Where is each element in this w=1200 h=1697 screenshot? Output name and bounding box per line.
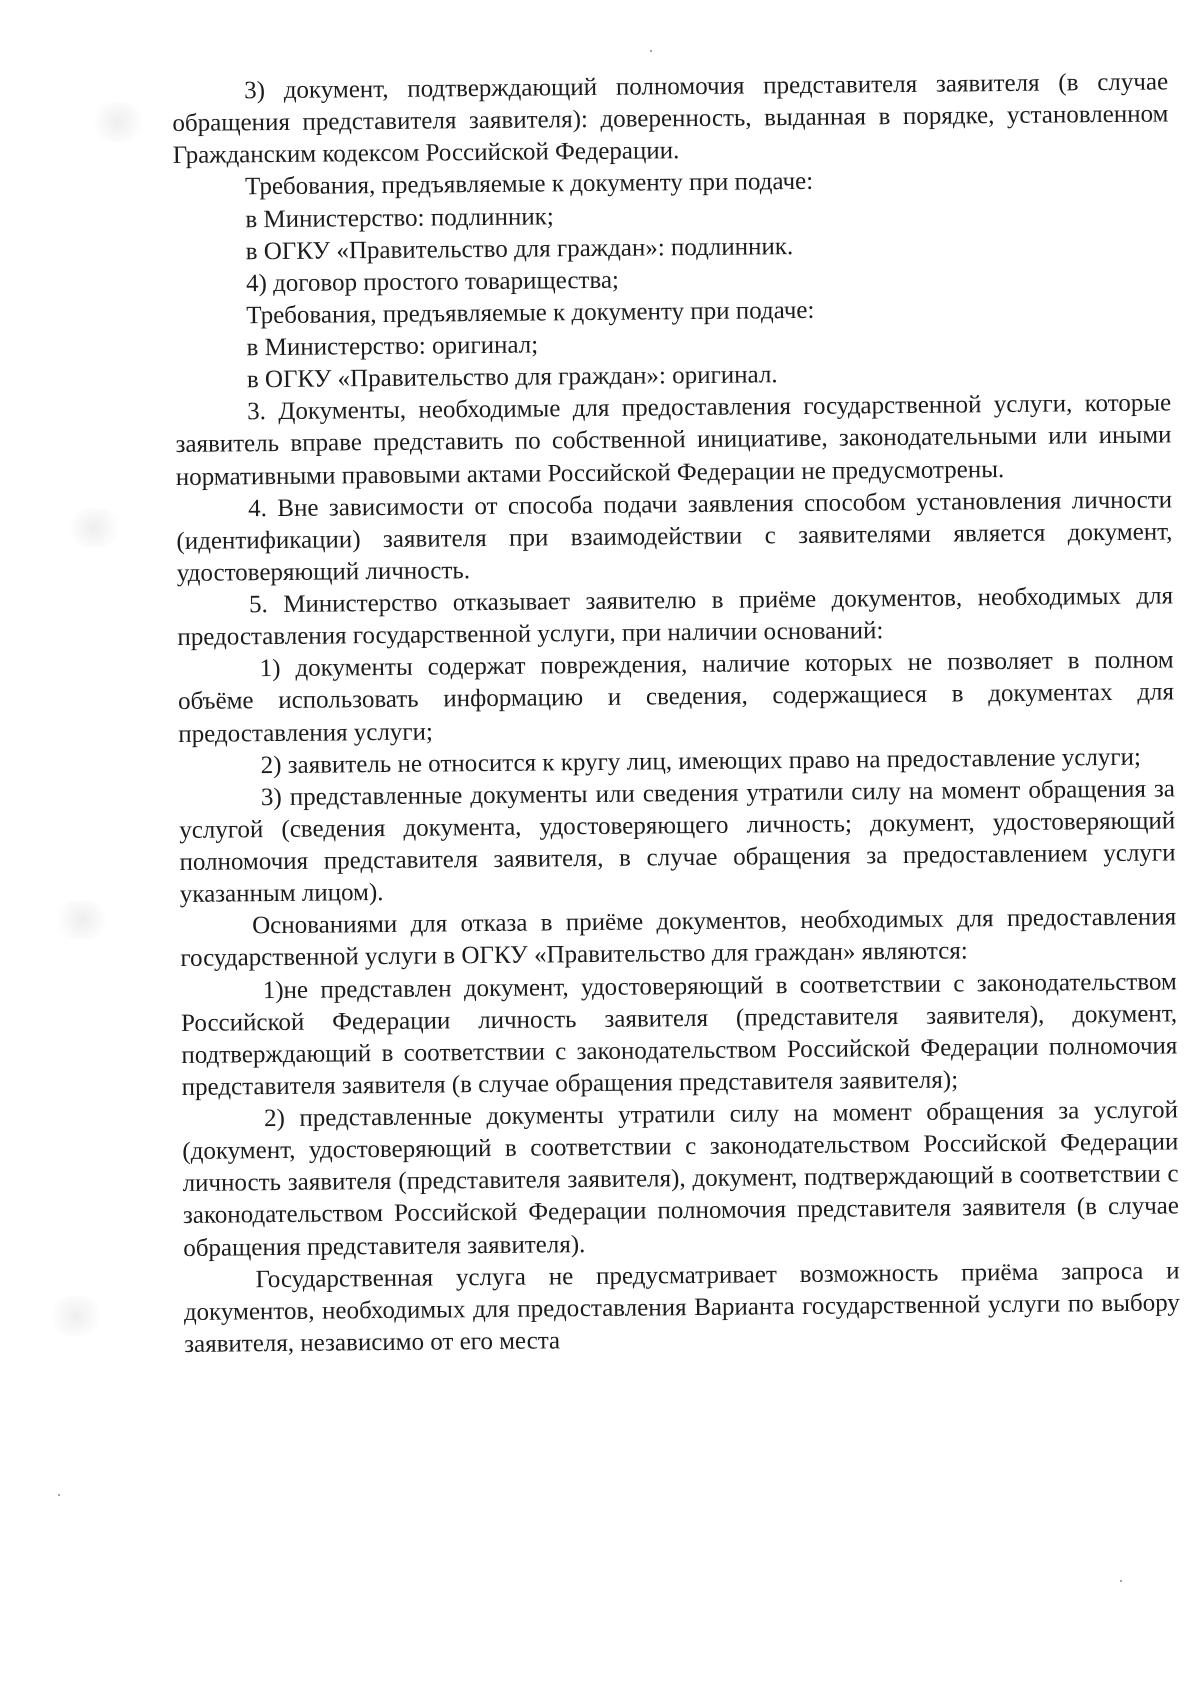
scan-artifact <box>46 1296 106 1336</box>
document-body <box>172 66 1180 1361</box>
scan-artifact <box>88 102 148 142</box>
paragraph-refusal-reason-2: 2) заявитель не относится к кругу лиц, имеющих право на предоставление услуги; <box>260 743 1142 779</box>
paragraph-section-3: 3. Документы, необходимые для предоставления государственной услуги, которые заявитель вправе представить по собственной инициативе, законодательными или иными нормативными правовыми актами Российской Федерации не предусмотрены. <box>175 389 1172 491</box>
scan-speck <box>650 50 652 52</box>
scan-speck <box>58 1494 60 1496</box>
paragraph-ministry-requirement: в Министерство: оригинал; <box>246 331 539 362</box>
paragraph-ogku-reason-1: 1)не представлен документ, удостоверяющий в соответствии с законодательством Российской Федерации личность заявителя (представителя заявителя), документ, подтверждающий в соответствии с законодательством Российской Федерации полномочия представителя заявителя (в случае обращения представителя заявителя); <box>180 967 1178 1101</box>
paragraph-requirements-heading: Требования, предъявляемые к документу при подаче: <box>246 296 815 330</box>
paragraph-ogku-requirement: в ОГКУ «Правительство для граждан»: оригинал. <box>246 361 778 394</box>
paragraph-ogku-refusal-grounds: Основаниями для отказа в приёме документов, необходимых для предоставления государственной услуги в ОГКУ «Правительство для граждан» являются: <box>180 903 1177 973</box>
paragraph-requirements-heading: Требования, предъявляемые к документу при подаче: <box>244 168 814 201</box>
paragraph-item-4-partnership: 4) договор простого товарищества; <box>245 266 620 298</box>
paragraph-ministry-requirement: в Министерство: подлинник; <box>245 202 554 233</box>
paragraph-extraterritorial: Государственная услуга не предусматривает возможность приёма запроса и документов, необходимых для предоставления Варианта государственной услуги по выбору заявителя, независимо от его места <box>183 1257 1180 1358</box>
scan-artifact <box>52 900 112 940</box>
scan-artifact <box>64 508 124 548</box>
paragraph-section-4: 4. Вне зависимости от способа подачи заявления способом установления личности (идентификации) заявителя при взаимодействии с заявителями является документ, удостоверяющий личность. <box>176 486 1173 587</box>
paragraph-section-5: 5. Министерство отказывает заявителю в приёме документов, необходимых для предоставления государственной услуги, при наличии оснований: <box>177 582 1174 652</box>
paragraph-ogku-reason-2: 2) представленные документы утратили силу на момент обращения за услугой (документ, удостоверяющий в соответствии с законодательством Российской Федерации личность заявителя (представителя заявителя), документ, подтверждающий в соответствии с законодательством Российской Федерации полномочия представителя заявителя (в случае обращения представителя заявителя). <box>182 1096 1180 1262</box>
paragraph-refusal-reason-1: 1) документы содержат повреждения, наличие которых не позволяет в полном объёме использовать информацию и сведения, содержащиеся в документах для предоставления услуги; <box>177 646 1175 748</box>
paragraph-refusal-reason-3: 3) представленные документы или сведения утратили силу на момент обращения за услугой (сведения документа, удостоверяющего личность; документ, удостоверяющий полномочия представителя заявителя, в случае обращения за предоставлением услуги указанным лицом). <box>179 775 1176 909</box>
paragraph-item-3-representative-doc: 3) документ, подтверждающий полномочия представителя заявителя (в случае обращения представителя заявителя): доверенность, выданная в порядке, установленном Гражданским кодексом Российской Федерации. <box>172 68 1169 170</box>
scan-speck <box>1120 1580 1122 1582</box>
paragraph-ogku-requirement: в ОГКУ «Правительство для граждан»: подлинник. <box>245 232 794 265</box>
